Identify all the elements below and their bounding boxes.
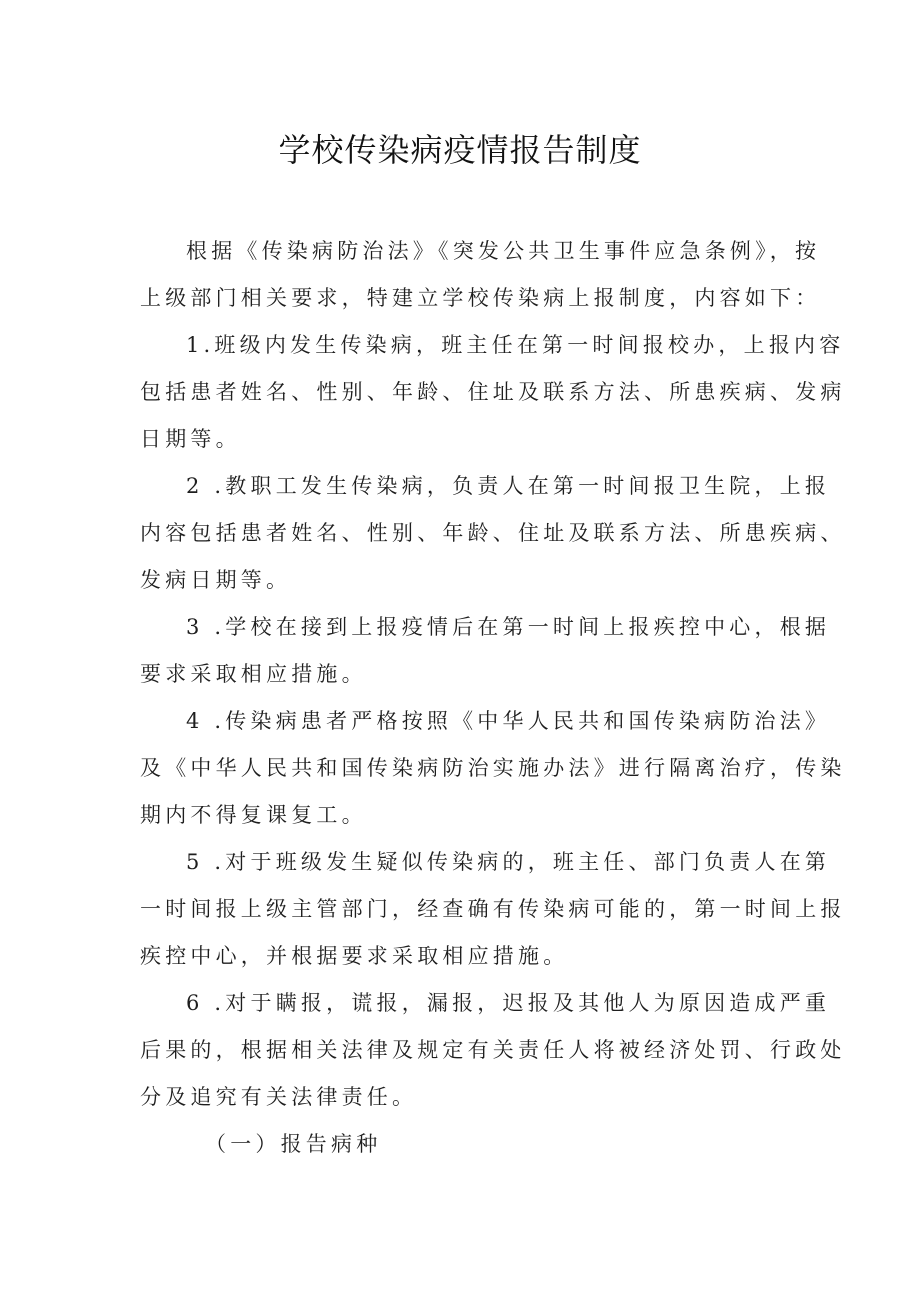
paragraph-intro xyxy=(140,228,821,322)
text-line: 一时间报上级主管部门，经查确有传染病可能的，第一时间上报 xyxy=(140,897,846,921)
paragraph-item-2 xyxy=(140,463,846,604)
text-line: 3 .学校在接到上报疫情后在第一时间上报疾控中心，根据 xyxy=(186,615,831,639)
paragraph-item-1 xyxy=(140,322,846,463)
document-title: 学校传染病疫情报告制度 xyxy=(278,131,642,169)
text-line: 内容包括患者姓名、性别、年龄、住址及联系方法、所患疾病、 xyxy=(140,521,846,545)
text-line: 5 .对于班级发生疑似传染病的，班主任、部门负责人在第 xyxy=(186,850,831,874)
text-line: 6 .对于瞒报，谎报，漏报，迟报及其他人为原因造成严重 xyxy=(186,991,831,1015)
text-line: 分及追究有关法律责任。 xyxy=(140,1085,418,1109)
text-line: 根据《传染病防治法》《突发公共卫生事件应急条例》，按 xyxy=(186,239,821,263)
text-line: 及《中华人民共和国传染病防治实施办法》进行隔离治疗，传染 xyxy=(140,756,846,780)
text-line: 日期等。 xyxy=(140,427,241,451)
text-line: 1.班级内发生传染病，班主任在第一时间报校办，上报内容 xyxy=(186,333,845,357)
text-line: 4 .传染病患者严格按照《中华人民共和国传染病防治法》 xyxy=(186,709,831,733)
paragraph-item-5 xyxy=(140,839,846,980)
text-line: 疾控中心，并根据要求采取相应措施。 xyxy=(140,944,569,968)
text-line: 2 .教职工发生传染病，负责人在第一时间报卫生院，上报 xyxy=(186,474,831,498)
text-line: 包括患者姓名、性别、年龄、住址及联系方法、所患疾病、发病 xyxy=(140,380,846,404)
text-line: 发病日期等。 xyxy=(140,568,292,592)
document-body xyxy=(140,228,846,1121)
paragraph-item-3 xyxy=(140,604,831,698)
paragraph-item-6 xyxy=(140,980,846,1121)
text-line: 上级部门相关要求，特建立学校传染病上报制度，内容如下： xyxy=(140,286,821,310)
text-line: 期内不得复课复工。 xyxy=(140,803,367,827)
text-line: 要求采取相应措施。 xyxy=(140,662,367,686)
text-line: 后果的，根据相关法律及规定有关责任人将被经济处罚、行政处 xyxy=(140,1038,846,1062)
paragraph-item-4 xyxy=(140,698,846,839)
section-heading: （一）报告病种 xyxy=(205,1132,382,1156)
